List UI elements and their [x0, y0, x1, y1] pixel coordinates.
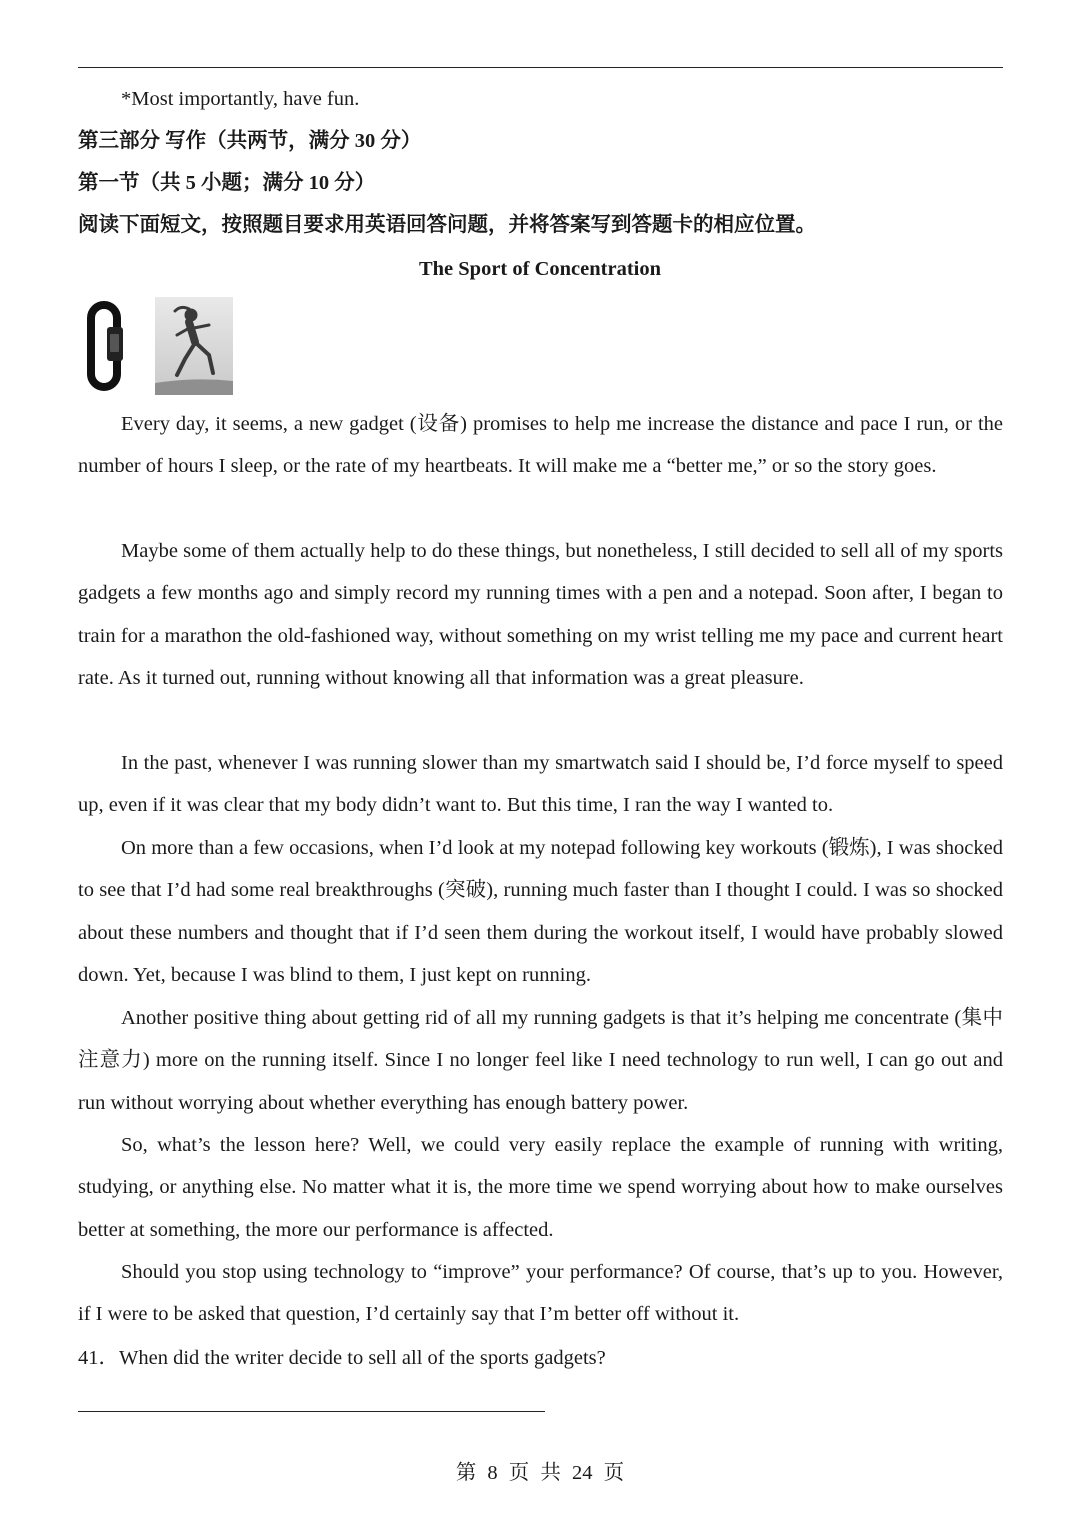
paragraph-6: So, what’s the lesson here? Well, we could very easily replace the example of running with writing, studying, or anything else. No matter what it is, the more time we spend worrying about how to make ourselves better at something, the more our performance is affected.: [78, 1134, 1003, 1241]
paragraph-1: Every day, it seems, a new gadget (设备) promises to help me increase the distance and pace I run, or the number of hours I sleep, or the rate of my heartbeats. It will make me a “better me,” or so the story goes.: [78, 413, 1003, 478]
section-heading: 第三部分 写作（共两节，满分 30 分）: [78, 130, 422, 152]
question-41: 41．When did the writer decide to sell all of the sports gadgets?: [78, 1347, 606, 1369]
paragraph-4: On more than a few occasions, when I’d look at my notepad following key workouts (锻炼), I was shocked to see that I’d had some real breakthroughs (突破), running much faster than I thought I could. I was so shocked about these numbers and thought that if I’d seen them during the workout itself, I would have probably slowed down. Yet, because I was blind to them, I just kept on running.: [78, 837, 1003, 987]
page-footer: 第 8 页 共 24 页: [455, 1462, 625, 1484]
paragraph-7: Should you stop using technology to “improve” your performance? Of course, that’s up to you. However, if I were to be asked that question, I’d certainly say that I’m better off without it.: [78, 1261, 1003, 1326]
header-rule: [78, 67, 1003, 68]
instruction-text: 阅读下面短文，按照题目要求用英语回答问题，并将答案写到答题卡的相应位置。: [78, 214, 816, 236]
header-text: *Most importantly, have fun.: [121, 88, 360, 110]
paragraph-3: In the past, whenever I was running slower than my smartwatch said I should be, I’d force myself to speed up, even if it was clear that my body didn’t want to. But this time, I ran the way I wanted to.: [78, 752, 1003, 817]
paragraph-5: Another positive thing about getting rid of all my running gadgets is that it’s helping me concentrate (集中注意力) more on the running itself. Since I no longer feel like I need technology to run well, I can go out and run without worrying about whether everything has enough battery power.: [78, 1007, 1003, 1114]
article-title: The Sport of Concentration: [418, 258, 661, 280]
paragraph-2: Maybe some of them actually help to do these things, but nonetheless, I still decided to sell all of my sports gadgets a few months ago and simply record my running times with a pen and a notepad. Soon after, I began to train for a marathon the old-fashioned way, without something on my wrist telling me my pace and current heart rate. As it turned out, running without knowing all that information was a great pleasure.: [78, 540, 1003, 690]
subsection-heading: 第一节（共 5 小题；满分 10 分）: [78, 172, 376, 194]
runner-smartwatch-image: [85, 297, 233, 395]
answer-line[interactable]: [78, 1411, 545, 1412]
